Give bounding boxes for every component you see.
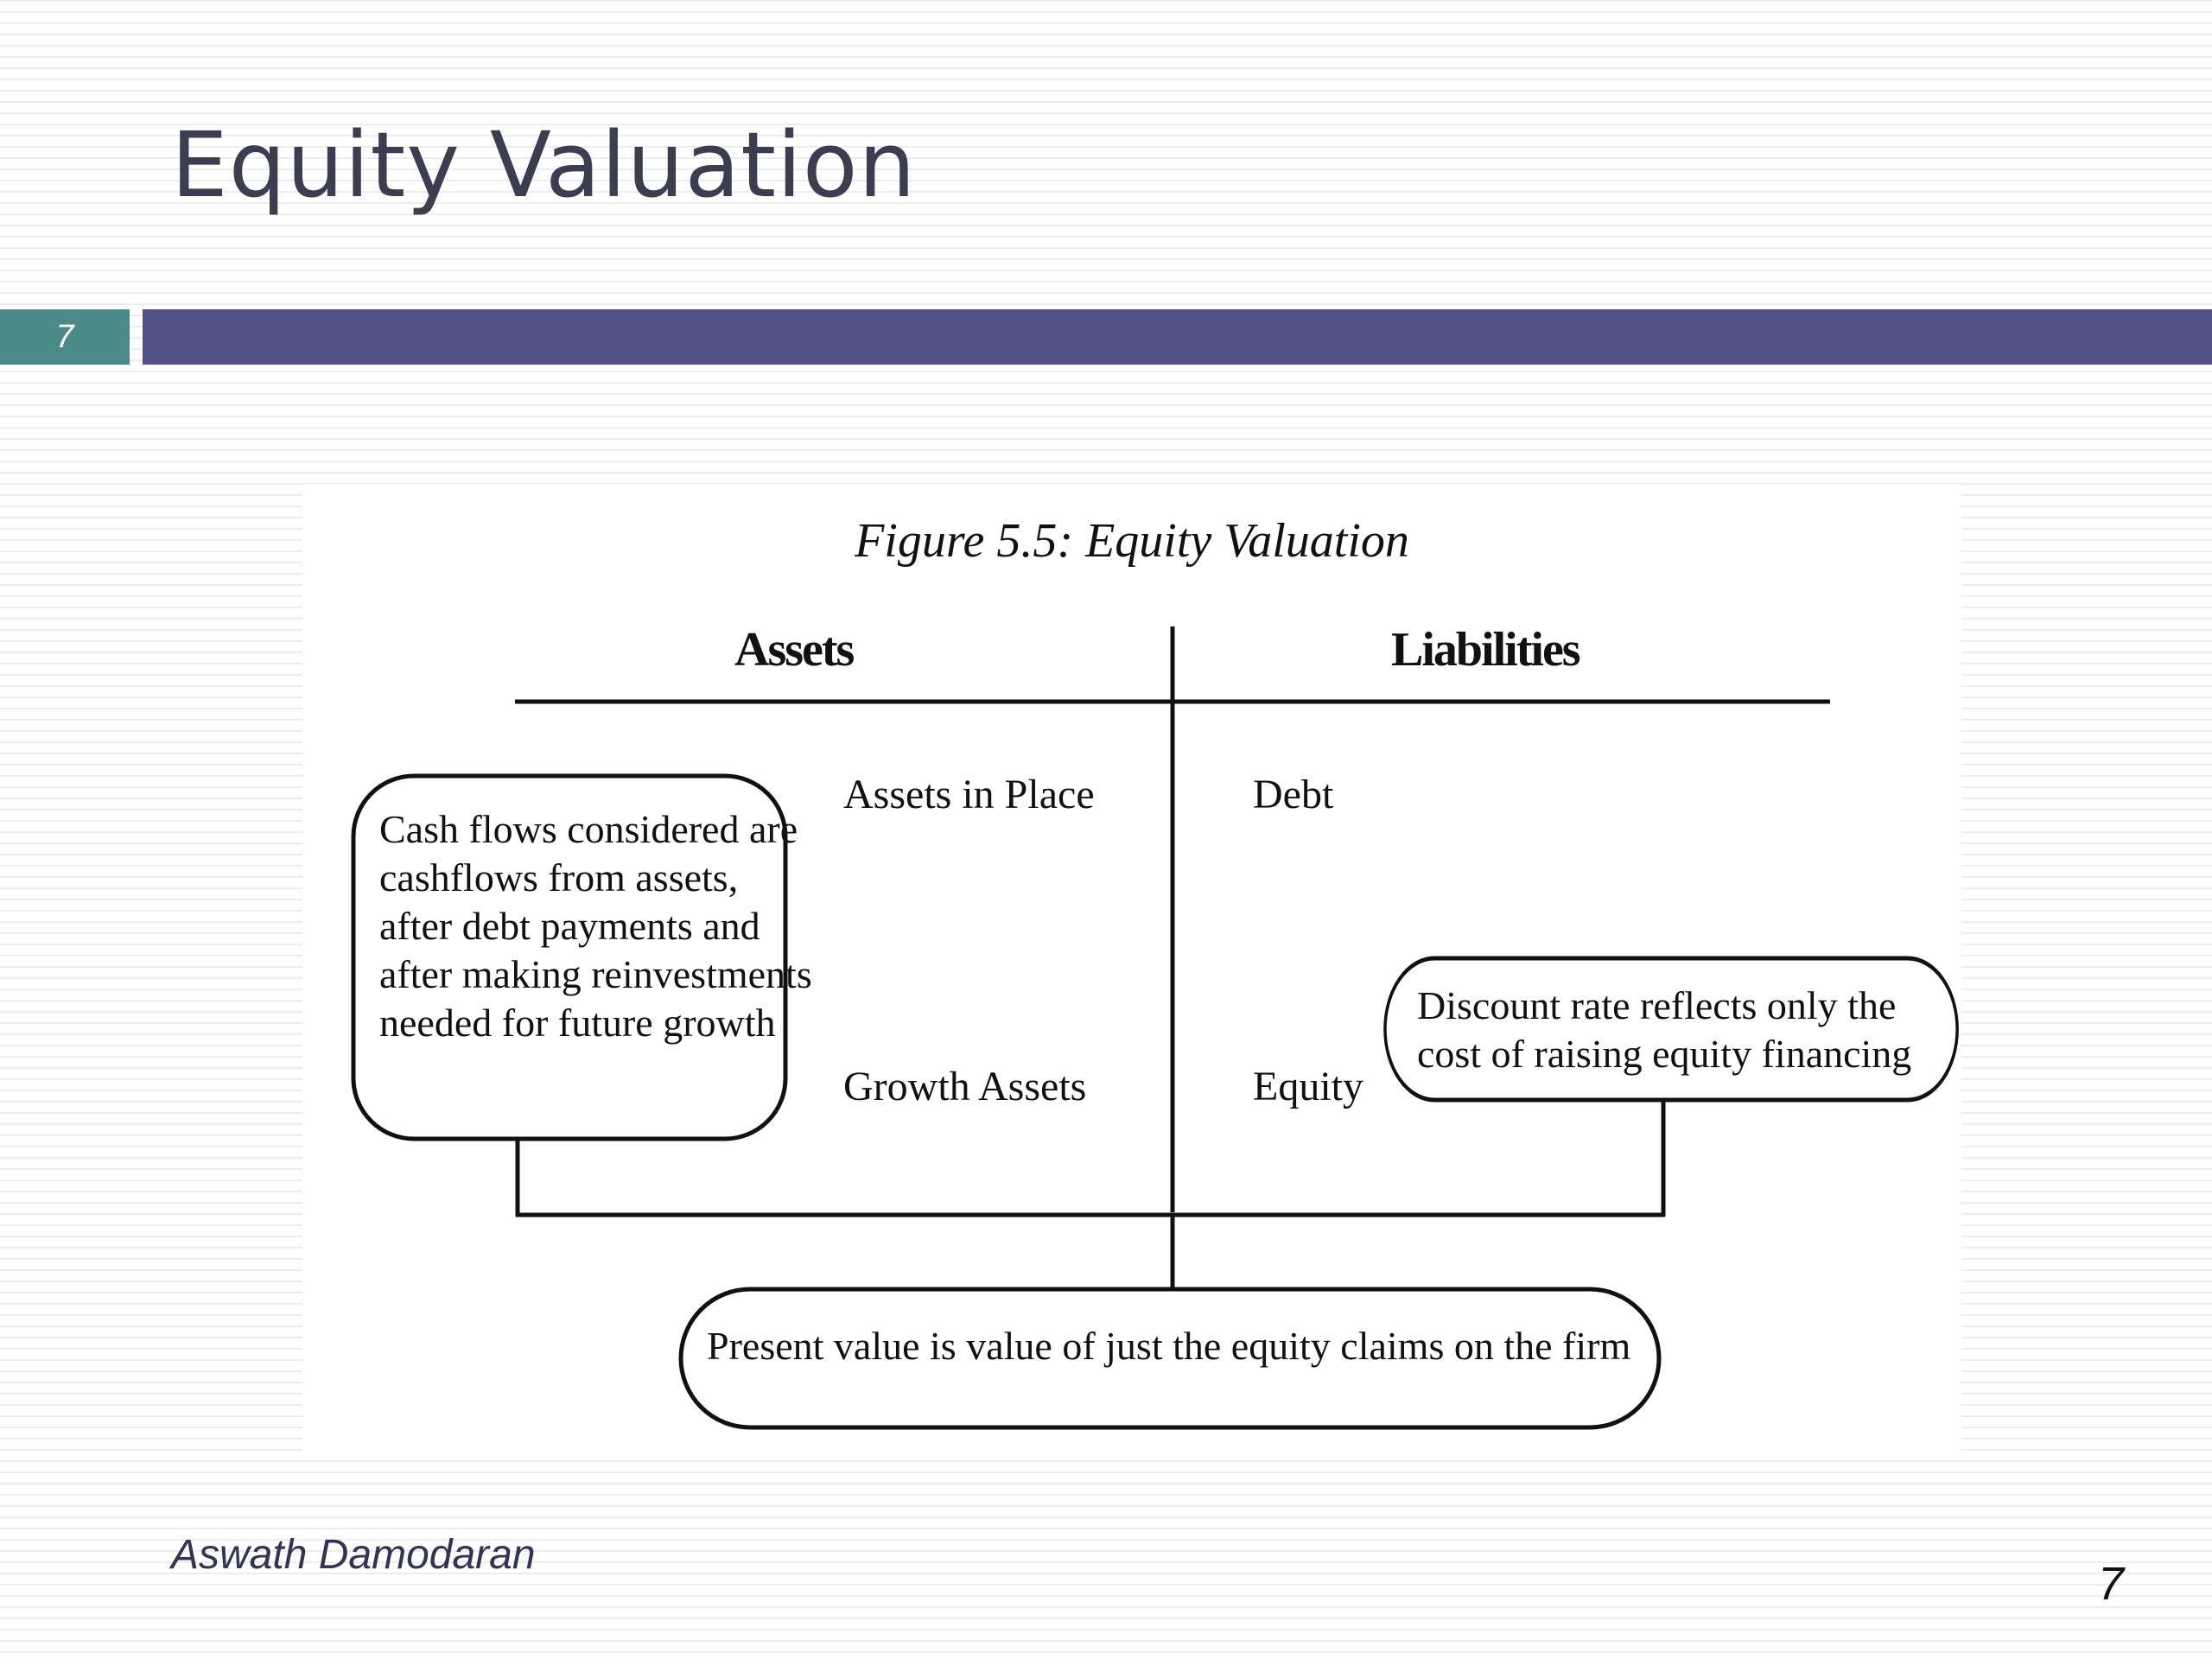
slide-title: Equity Valuation — [171, 112, 917, 218]
cashflow-line: Cash flows considered are — [379, 807, 798, 851]
figure-title: Figure 5.5: Equity Valuation — [855, 514, 1409, 568]
author-footer: Aswath Damodaran — [171, 1532, 536, 1578]
slide-number-badge: 7 — [0, 309, 130, 365]
cashflow-line: after making reinvestments — [379, 952, 812, 996]
cashflow-line: cashflows from assets, — [379, 855, 739, 899]
discount-line: Discount rate reflects only the — [1417, 983, 1897, 1027]
cashflow-line: after debt payments and — [379, 904, 760, 948]
equity-label: Equity — [1253, 1064, 1363, 1109]
assets-in-place-label: Assets in Place — [843, 772, 1095, 817]
discount-line: cost of raising equity financing — [1417, 1032, 1912, 1076]
assets-heading: Assets — [734, 623, 854, 677]
cashflow-box-text — [379, 805, 812, 1047]
discount-box-text — [1417, 982, 1911, 1078]
cashflow-line: needed for future growth — [379, 1001, 776, 1045]
liabilities-heading: Liabilities — [1391, 623, 1580, 677]
page-number: 7 — [2098, 1558, 2125, 1610]
title-divider-bar — [143, 309, 2212, 365]
present-value-box-text: Present value is value of just the equity claims on the firm — [707, 1324, 1631, 1368]
debt-label: Debt — [1253, 772, 1334, 817]
growth-assets-label: Growth Assets — [843, 1064, 1087, 1109]
equity-valuation-figure — [302, 484, 1961, 1460]
